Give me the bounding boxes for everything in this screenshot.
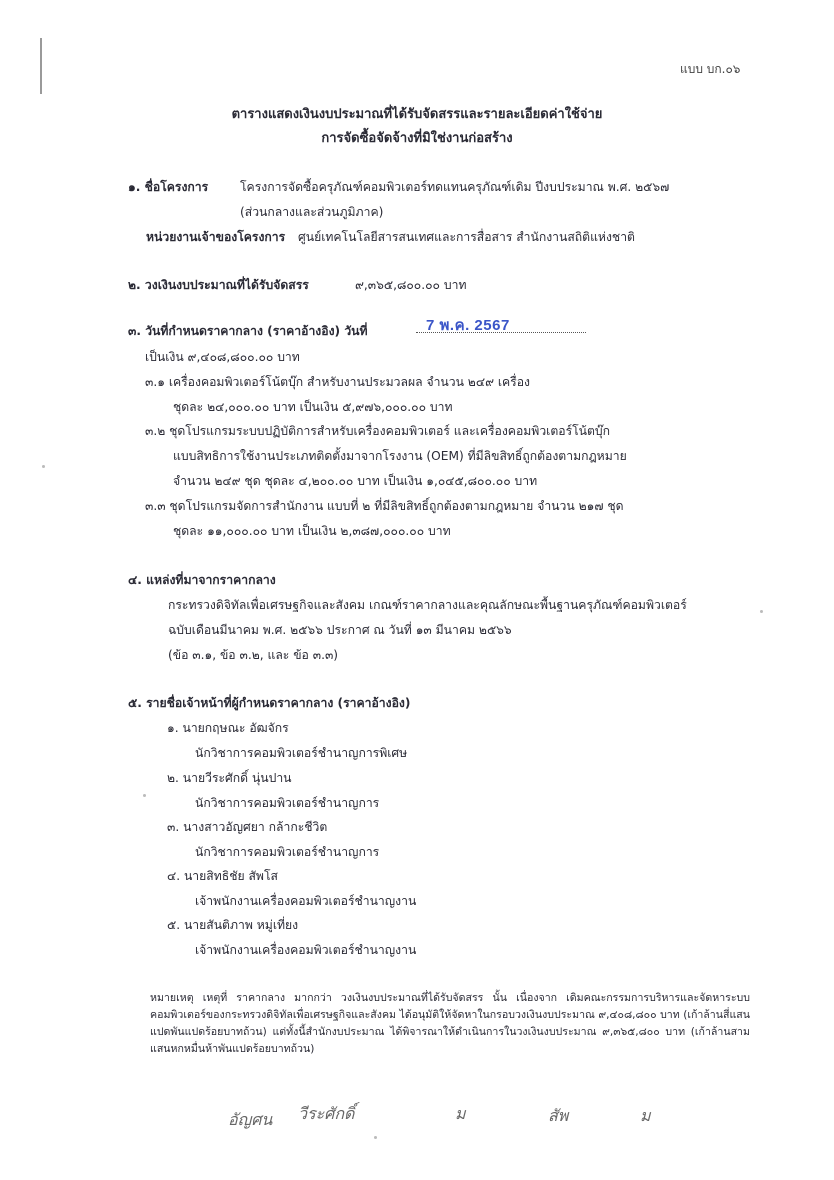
scan-speck <box>374 1136 377 1139</box>
agency-name: ศูนย์เทคโนโลยีสารสนเทศและการสื่อสาร สำนักงานสถิติแห่งชาติ <box>298 230 635 244</box>
document-title-line1: ตารางแสดงเงินงบประมาณที่ได้รับจัดสรรและรายละเอียดค่าใช้จ่าย <box>231 107 603 122</box>
form-code: แบบ บก.๐๖ <box>680 62 741 76</box>
source-line2: ฉบับเดือนมีนาคม พ.ศ. ๒๕๖๖ ประกาศ ณ วันที่ ๑๓ มีนาคม ๒๕๖๖ <box>168 623 512 637</box>
section4-label: ๔. แหล่งที่มาจากราคากลาง <box>128 573 276 587</box>
officer-name: ๑. นายกฤษณะ อัฒจักร <box>167 721 289 735</box>
section1-label: ๑. ชื่อโครงการ <box>128 180 209 194</box>
item-3-3-line1: ๓.๓ ชุดโปรแกรมจัดการสำนักงาน แบบที่ ๒ ที่มีลิขสิทธิ์ถูกต้องตามกฎหมาย จำนวน ๒๑๗ ชุด <box>145 499 624 513</box>
officer-position: เจ้าพนักงานเครื่องคอมพิวเตอร์ชำนาญงาน <box>195 894 417 908</box>
officer-name: ๒. นายวีระศักดิ์ นุ่นปาน <box>167 771 292 785</box>
signature: อัญศน <box>228 1110 273 1129</box>
officer-name: ๕. นายสันติภาพ หมู่เที่ยง <box>167 918 299 932</box>
budget-amount: ๙,๓๖๕,๘๐๐.๐๐ บาท <box>355 278 467 292</box>
item-3-2-line3: จำนวน ๒๔๙ ชุด ชุดละ ๔,๒๐๐.๐๐ บาท เป็นเงิน ๑,๐๔๕,๘๐๐.๐๐ บาท <box>173 474 538 488</box>
item-3-2-line2: แบบสิทธิการใช้งานประเภทติดตั้งมาจากโรงงาน (OEM) ที่มีลิขสิทธิ์ถูกต้องตามกฎหมาย <box>173 449 627 463</box>
project-name-cont: (ส่วนกลางและส่วนภูมิภาค) <box>240 205 384 219</box>
scan-speck <box>760 610 763 613</box>
section5-label: ๕. รายชื่อเจ้าหน้าที่ผู้กำหนดราคากลาง (ราคาอ้างอิง) <box>128 696 411 710</box>
officer-position: นักวิชาการคอมพิวเตอร์ชำนาญการ <box>195 796 380 810</box>
project-name: โครงการจัดซื้อครุภัณฑ์คอมพิวเตอร์ทดแทนครุภัณฑ์เดิม ปีงบประมาณ พ.ศ. ๒๕๖๗ <box>240 180 670 194</box>
signature: ม <box>455 1104 466 1123</box>
officer-name: ๓. นางสาวอัญศยา กล้ากะชีวิต <box>167 820 328 834</box>
source-line1: กระทรวงดิจิทัลเพื่อเศรษฐกิจและสังคม เกณฑ์ราคากลางและคุณลักษณะพื้นฐานครุภัณฑ์คอมพิวเตอร์ <box>168 598 687 612</box>
margin-mark <box>40 38 42 94</box>
signature: ม <box>640 1106 651 1125</box>
item-3-2-line1: ๓.๒ ชุดโปรแกรมระบบปฏิบัติการสำหรับเครื่องคอมพิวเตอร์ และเครื่องคอมพิวเตอร์โน้ตบุ๊ก <box>145 424 611 438</box>
agency-label: หน่วยงานเจ้าของโครงการ <box>146 230 286 244</box>
scan-speck <box>143 794 146 797</box>
document-title-line2: การจัดซื้อจัดจ้างที่มิใช่งานก่อสร้าง <box>321 131 513 146</box>
item-3-3-line2: ชุดละ ๑๑,๐๐๐.๐๐ บาท เป็นเงิน ๒,๓๘๗,๐๐๐.๐๐ บาท <box>173 524 451 538</box>
officer-position: นักวิชาการคอมพิวเตอร์ชำนาญการพิเศษ <box>195 746 408 760</box>
item-3-1-line1: ๓.๑ เครื่องคอมพิวเตอร์โน้ตบุ๊ก สำหรับงานประมวลผล จำนวน ๒๔๙ เครื่อง <box>145 375 531 389</box>
source-line3: (ข้อ ๓.๑, ข้อ ๓.๒, และ ข้อ ๓.๓) <box>168 648 339 662</box>
remark-note: หมายเหตุ เหตุที่ ราคากลาง มากกว่า วงเงินงบประมาณที่ได้รับจัดสรร นั้น เนื่องจาก เดิมคณะกรรมการบริหารและจัดหาระบบคอมพิวเตอร์ของกระทรวงดิจิทัลเพื่อเศรษฐกิจและสังคม ได้อนุมัติให้จัดหาในกรอบวงเงินงบประมาณ ๙,๔๐๘,๘๐๐ บาท (เก้าล้านสี่แสนแปดพันแปดร้อยบาทถ้วน) แต่ทั้งนี้สำนักงบประมาณ ได้พิจารณาให้ดำเนินการในวงเงินงบประมาณ ๙,๓๖๕,๘๐๐ บาท (เก้าล้านสามแสนหกหมื่นห้าพันแปดร้อยบาทถ้วน) <box>150 992 750 1055</box>
officer-name: ๔. นายสิทธิชัย สัพโส <box>167 869 278 883</box>
signature: สัพ <box>548 1106 569 1125</box>
officer-position: นักวิชาการคอมพิวเตอร์ชำนาญการ <box>195 845 380 859</box>
scan-speck <box>42 465 45 468</box>
section3-label: ๓. วันที่กำหนดราคากลาง (ราคาอ้างอิง) วันที่ <box>128 324 368 338</box>
signature: วีระศักดิ์ <box>298 1104 355 1123</box>
section2-label: ๒. วงเงินงบประมาณที่ได้รับจัดสรร <box>128 278 309 292</box>
date-stamp: 7 พ.ค. 2567 <box>426 317 510 334</box>
item-3-1-line2: ชุดละ ๒๔,๐๐๐.๐๐ บาท เป็นเงิน ๕,๙๗๖,๐๐๐.๐๐ บาท <box>173 400 453 414</box>
reference-total: เป็นเงิน ๙,๔๐๘,๘๐๐.๐๐ บาท <box>145 350 300 364</box>
officer-position: เจ้าพนักงานเครื่องคอมพิวเตอร์ชำนาญงาน <box>195 943 417 957</box>
